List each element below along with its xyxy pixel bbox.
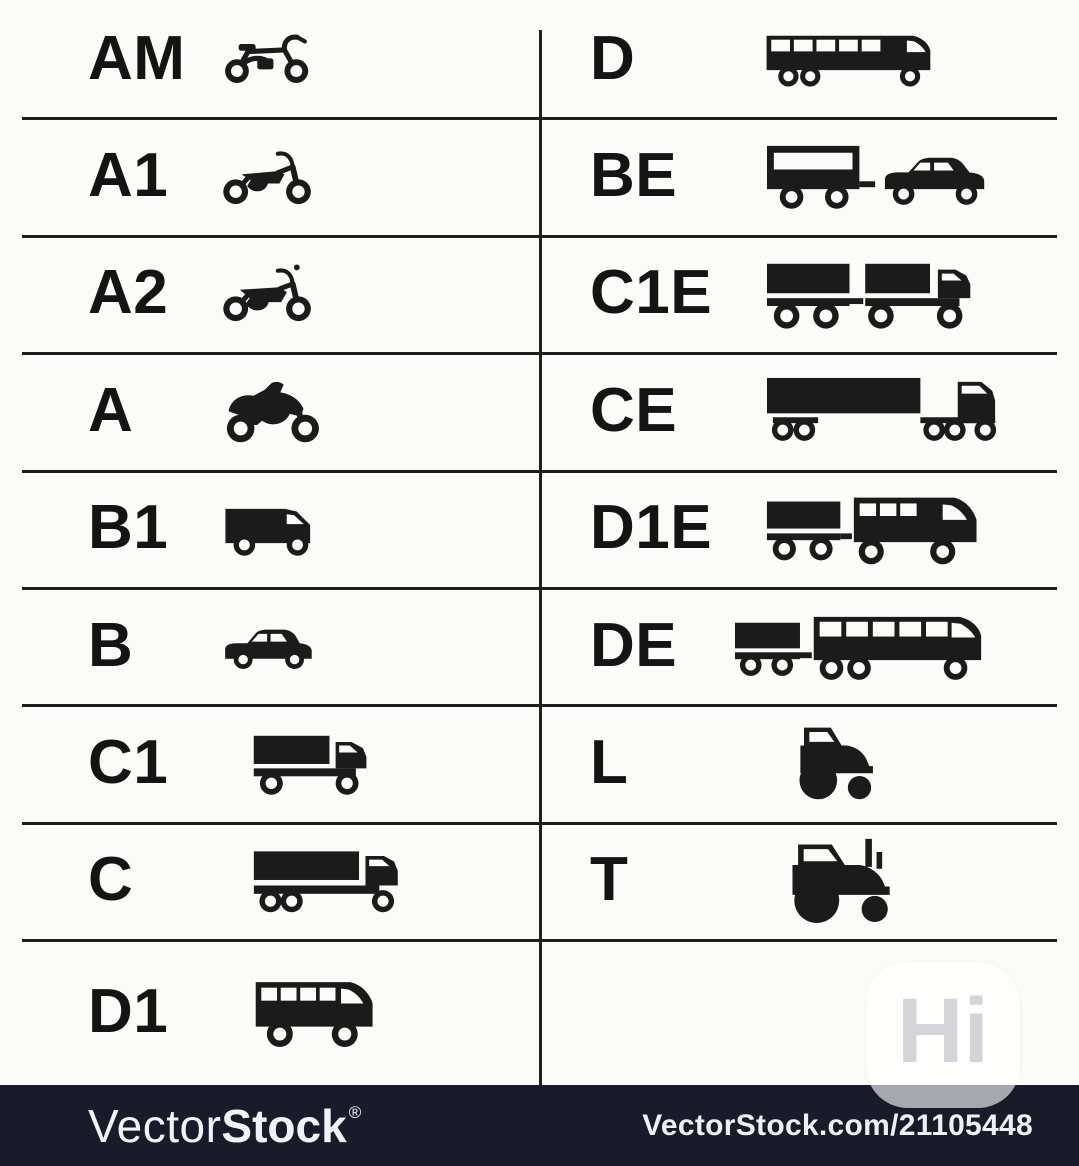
category-code: C [88, 845, 134, 915]
articulated-truck-icon [765, 374, 1003, 447]
vehicle-icon-wrap [252, 844, 407, 916]
category-code: B [88, 610, 134, 680]
left-column [0, 0, 540, 1085]
licence-row-a1 [0, 117, 540, 234]
licence-row-b [0, 587, 540, 704]
category-code: D1 [88, 976, 169, 1046]
category-code: A2 [88, 258, 169, 328]
moped-icon [220, 27, 315, 90]
category-code: A1 [88, 141, 169, 211]
hi-watermark-badge [866, 962, 1020, 1108]
hi-watermark-label: Hi [897, 980, 989, 1082]
column-divider [539, 30, 542, 1085]
category-code: A [88, 375, 134, 445]
category-code: D1E [590, 493, 713, 563]
category-code: L [590, 728, 629, 798]
vehicle-icon-wrap [765, 488, 991, 569]
category-code: BE [590, 141, 678, 211]
category-code: DE [590, 610, 678, 680]
vehicle-icon-wrap [765, 28, 935, 89]
vehicle-icon-wrap [220, 498, 330, 559]
row-separator [22, 235, 1057, 238]
light-truck-with-trailer-icon [765, 252, 987, 335]
vehicle-icon-wrap [733, 607, 991, 684]
vehicle-icon-wrap [765, 374, 1003, 447]
light-motorcycle-icon [220, 143, 315, 209]
vehicle-icon-wrap [220, 621, 316, 671]
brand-bold: Stock [221, 1099, 347, 1152]
row-separator [22, 822, 1057, 825]
category-code: B1 [88, 493, 169, 563]
row-separator [22, 470, 1057, 473]
image-url-text: VectorStock.com/21105448 [642, 1108, 1033, 1142]
category-code: C1 [88, 728, 169, 798]
vehicle-icon-wrap [785, 837, 899, 925]
vehicle-icon-wrap [220, 143, 315, 209]
row-separator [22, 939, 1057, 942]
category-code: C1E [590, 258, 713, 328]
light-van-icon [220, 498, 330, 559]
car-with-trailer-icon [765, 140, 997, 213]
category-code: T [590, 845, 629, 915]
licence-row-a2 [0, 235, 540, 352]
licence-row-c [0, 822, 540, 939]
minibus-with-trailer-icon [765, 488, 991, 569]
vehicle-icon-wrap [220, 27, 315, 90]
licence-row-c1 [0, 704, 540, 821]
truck-icon [252, 844, 407, 916]
vehicle-icon-wrap [765, 140, 997, 213]
licence-row-am [0, 0, 540, 117]
category-code: CE [590, 375, 678, 445]
licence-row-ce [540, 352, 1079, 469]
licence-row-a [0, 352, 540, 469]
licence-row-de [540, 587, 1079, 704]
licence-row-d [540, 0, 1079, 117]
row-separator [22, 704, 1057, 707]
light-truck-icon [252, 727, 377, 799]
motorcycle-icon [220, 376, 325, 447]
vehicle-icon-wrap [795, 724, 881, 803]
vehicle-icon-wrap [220, 260, 315, 326]
bus-icon [765, 28, 935, 89]
category-code: AM [88, 23, 186, 93]
category-code: D [590, 23, 636, 93]
bus-with-trailer-icon [733, 607, 991, 684]
row-separator [22, 587, 1057, 590]
vehicle-icon-wrap [252, 971, 380, 1053]
vehicle-icon-wrap [252, 727, 377, 799]
medium-motorcycle-icon [220, 260, 315, 326]
vectorstock-logo [88, 1099, 362, 1152]
licence-row-l [540, 704, 1079, 821]
car-icon [220, 621, 316, 671]
minibus-icon [252, 971, 380, 1053]
licence-row-b1 [0, 470, 540, 587]
vehicle-icon-wrap [220, 376, 325, 447]
licence-row-be [540, 117, 1079, 234]
agricultural-tractor-icon [785, 837, 899, 925]
row-separator [22, 117, 1057, 120]
right-column [540, 0, 1079, 1085]
licence-row-c1e [540, 235, 1079, 352]
licence-row-t [540, 822, 1079, 939]
row-separator [22, 352, 1057, 355]
licence-row-d1e [540, 470, 1079, 587]
brand-regular: Vector [88, 1099, 222, 1152]
vehicle-icon-wrap [765, 252, 987, 335]
registered-mark: ® [348, 1102, 362, 1122]
licence-row-d1 [0, 939, 540, 1084]
tractor-icon [795, 724, 881, 803]
